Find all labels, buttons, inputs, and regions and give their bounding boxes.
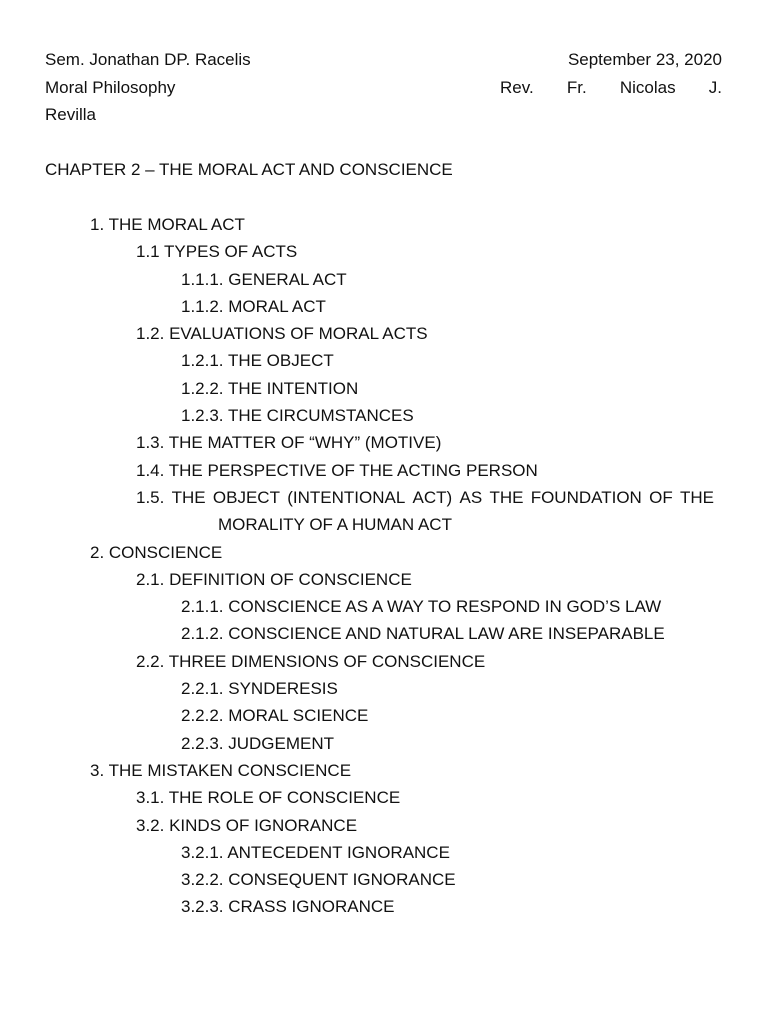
outline-item-level-2: 1.3. THE MATTER OF “WHY” (MOTIVE) xyxy=(136,433,442,453)
outline-item-level-3: 1.1.1. GENERAL ACT xyxy=(181,269,347,289)
outline-word: AS xyxy=(459,487,483,507)
outline-word: OBJECT xyxy=(212,487,280,507)
header-right xyxy=(500,46,722,101)
chapter-title: CHAPTER 2 – THE MORAL ACT AND CONSCIENCE xyxy=(45,160,453,179)
professor-word: J. xyxy=(708,77,722,97)
outline-item-level-2: 3.1. THE ROLE OF CONSCIENCE xyxy=(136,788,401,808)
outline-item-level-3: 2.1.2. CONSCIENCE AND NATURAL LAW ARE INSEPARABLE xyxy=(181,624,665,644)
header-left xyxy=(45,46,345,129)
outline-item-level-3: 3.2.3. CRASS IGNORANCE xyxy=(181,897,395,917)
professor-surname: Revilla xyxy=(45,105,97,124)
outline-item-level-3: 1.1.2. MORAL ACT xyxy=(181,296,326,316)
outline-item-level-2: 3.2. KINDS OF IGNORANCE xyxy=(136,815,358,835)
outline-word: 1.5. xyxy=(136,487,165,507)
author-name: Sem. Jonathan DP. Racelis xyxy=(45,50,251,69)
outline-word: THE xyxy=(489,487,524,507)
outline-word: FOUNDATION xyxy=(530,487,642,507)
outline-word: OF xyxy=(649,487,673,507)
outline-word: (INTENTIONAL xyxy=(287,487,406,507)
outline-item-level-1: 3. THE MISTAKEN CONSCIENCE xyxy=(90,760,352,780)
outline-item-level-2: 2.1. DEFINITION OF CONSCIENCE xyxy=(136,569,412,589)
outline-item-level-2: 2.2. THREE DIMENSIONS OF CONSCIENCE xyxy=(136,651,486,671)
outline-item-wrapped xyxy=(0,484,714,539)
outline-item-continuation: MORALITY OF A HUMAN ACT xyxy=(218,515,452,535)
outline-word: THE xyxy=(171,487,206,507)
professor-word: Nicolas xyxy=(619,77,676,97)
outline-item-level-3: 3.2.2. CONSEQUENT IGNORANCE xyxy=(181,870,456,890)
outline-list xyxy=(0,211,768,921)
outline-item-level-3: 2.2.2. MORAL SCIENCE xyxy=(181,706,369,726)
outline-item-level-3: 1.2.2. THE INTENTION xyxy=(181,378,359,398)
course-name: Moral Philosophy xyxy=(45,77,176,97)
professor-name xyxy=(500,74,722,102)
professor-word: Rev. xyxy=(500,77,534,97)
outline-item-level-2: 1.4. THE PERSPECTIVE OF THE ACTING PERSON xyxy=(136,460,538,480)
outline-item-level-1: 1. THE MORAL ACT xyxy=(90,215,245,234)
outline-item-level-3: 1.2.1. THE OBJECT xyxy=(181,351,334,371)
outline-item-level-3: 3.2.1. ANTECEDENT IGNORANCE xyxy=(181,842,450,862)
outline-item-level-3: 2.2.1. SYNDERESIS xyxy=(181,679,338,699)
outline-item-level-2: 1.1 TYPES OF ACTS xyxy=(136,242,298,262)
outline-item-level-3: 1.2.3. THE CIRCUMSTANCES xyxy=(181,406,414,426)
professor-word: Fr. xyxy=(566,77,587,97)
outline-word: ACT) xyxy=(412,487,453,507)
outline-item-line xyxy=(136,484,714,511)
document-date: September 23, 2020 xyxy=(567,50,722,69)
outline-item-level-3: 2.1.1. CONSCIENCE AS A WAY TO RESPOND IN GOD’S LAW xyxy=(181,597,662,617)
outline-item-level-1: 2. CONSCIENCE xyxy=(90,542,223,562)
outline-item-level-3: 2.2.3. JUDGEMENT xyxy=(181,733,335,753)
outline-word: THE xyxy=(679,487,714,507)
outline-item-level-2: 1.2. EVALUATIONS OF MORAL ACTS xyxy=(136,324,428,344)
